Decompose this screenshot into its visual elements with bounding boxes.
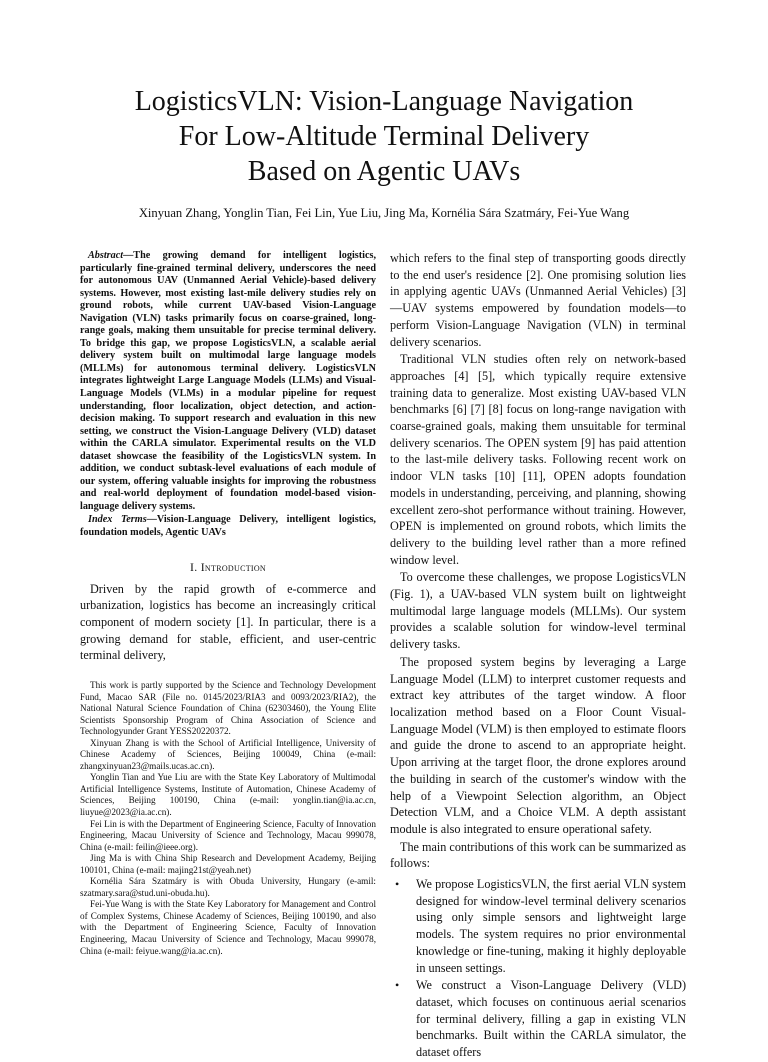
footnote-affiliation: Yonglin Tian and Yue Liu are with the State Key Laboratory of Multimodal Artificial Intelligence Systems, Institute of Automation, Chinese Academy of Sciences, Beijing 100190, China (e-mail: yonglin.tian@ia.ac.cn, liuyue@2023@ia.ac.cn). [80, 772, 376, 818]
index-terms [80, 514, 376, 539]
index-terms-label: Index Terms [88, 514, 147, 526]
bullet-icon: • [395, 877, 400, 892]
section-heading [80, 560, 376, 575]
body-paragraph: The main contributions of this work can be summarized as follows: [390, 839, 686, 871]
body-paragraph: To overcome these challenges, we propose LogisticsVLN (Fig. 1), a UAV-based VLN system built on lightweight multimodal large language models (MLLMs). Our system provides a scalable solution for window-level terminal delivery tasks. [390, 570, 686, 652]
list-item-text: We construct a Vison-Language Delivery (VLD) dataset, which focuses on continuous aerial scenarios for terminal delivery, filling a gap in existing VLN benchmarks. Built within the CARLA simulator, the dataset offers [416, 978, 686, 1060]
abstract-text: —The growing demand for intelligent logistics, particularly fine-grained terminal delivery, underscores the need for autonomous UAV (Unmanned Aerial Vehicle)-based delivery systems. However, most existing last-mile delivery studies rely on ground robots, while current UAV-based Vision-Language Navigation (VLN) tasks primarily focus on coarse-grained, long-range goals, making them unsuitable for precise terminal delivery. To bridge this gap, we propose LogisticsVLN, a scalable aerial delivery system built on multimodal large language models (MLLMs) for autonomous terminal delivery. LogisticsVLN integrates lightweight Large Language Models (LLMs) and Visual-Language Models (VLMs) in a modular pipeline for request understanding, floor localization, object detection, and action-decision making. To support research and evaluation in this new setting, we construct the Vision-Language Delivery (VLD) dataset within the CARLA simulator. Experimental results on the VLD dataset showcase the feasibility of the LogisticsVLN system. In addition, we conduct subtask-level evaluations of each module of our system, offering valuable insights for improving the robustness and real-world deployment of foundation model-based vision-language delivery systems. [80, 250, 376, 512]
section-numeral: I. [189, 559, 198, 574]
title-line: Based on Agentic UAVs [247, 156, 521, 187]
section-name: Introduction [200, 559, 267, 574]
footnote-affiliation: Xinyuan Zhang is with the School of Artificial Intelligence, University of Chinese Academy of Sciences, Beijing 100049, China (e-mail: zhangxinyuan23@mails.ucas.ac.cn). [80, 737, 376, 771]
abstract-label: Abstract [88, 250, 124, 261]
body-paragraph: The proposed system begins by leveraging a Large Language Model (LLM) to interpret customer requests and extract key attributes of the target window. A floor localization method based on a Floor Count Visual-Language Model (VLM) is then employed to estimate floors and guide the drone to ascend to an appropriate height. Upon arriving at the target floor, the drone explores around the building in search of the customer's window with the help of a Viewpoint Selection algorithm, an Object Detection VLM, and a Choice VLM. A depth assistant module is also integrated to ensure operational safety. [390, 654, 686, 836]
paper-title [60, 84, 708, 189]
contributions-list [390, 876, 686, 1061]
footnote-funding: This work is partly supported by the Science and Technology Development Fund, Macao SAR (File no. 0145/2023/RIA3 and 0093/2023/RIA2), the National Natural Science Foundation of China (62303460), the Young Elite Scientists Sponsorship Program of China Association of Science and Technologyunder Grant YESS20220372. [80, 680, 376, 737]
list-item-text: We propose LogisticsVLN, the first aerial VLN system designed for window-level terminal delivery scenarios using only simple sensors and lightweight large models. The system requires no prior environmental knowledge or fine-tuning, making it highly deployable in unseen settings. [416, 877, 686, 975]
author-list: Xinyuan Zhang, Yonglin Tian, Fei Lin, Yue Liu, Jing Ma, Kornélia Sára Szatmáry, Fei-Yue Wang [138, 206, 630, 220]
list-item [390, 876, 686, 976]
footnote-affiliation: Jing Ma is with China Ship Research and Development Academy, Beijing 100101, China (e-mail: majing21st@yeah.net) [80, 853, 376, 875]
footnote-affiliation: Fei Lin is with the Department of Engineering Science, Faculty of Innovation Engineering, Macau University of Science and Technology, Macau 999078, China (e-mail: feilin@ieee.org). [80, 818, 376, 852]
bullet-icon: • [395, 978, 400, 993]
footnote-affiliation: Kornélia Sára Szatmáry is with Obuda University, Hungary (e-amil: szatmary.sara@stud.uni-obuda.hu). [80, 876, 376, 898]
intro-paragraph: Driven by the rapid growth of e-commerce and urbanization, logistics has become an increasingly critical component of modern society [1]. In particular, there is a growing demand for stable, efficient, and user-centric terminal delivery, [80, 581, 376, 663]
footnote-affiliation: Fei-Yue Wang is with the State Key Laboratory for Management and Control of Complex Systems, Chinese Academy of Sciences, Beijing 100190, and also with the Department of Engineering Science, Faculty of Innovation Engineering, Macau University of Science and Technology, Macau 999078, China (e-mail: feiyue.wang@ia.ac.cn). [80, 899, 376, 956]
abstract [80, 250, 376, 513]
body-paragraph: Traditional VLN studies often rely on network-based approaches [4] [5], which typically require extensive training data to generalize. Most existing UAV-based VLN benchmarks [6] [7] [8] focus on long-range navigation with coarse-grained goals, making them unsuitable for terminal delivery scenarios. The OPEN system [9] has paid attention to the last-mile delivery tasks. Following recent work on indoor VLN tasks [10] [11], OPEN adopts foundation models in understanding, perceiving, and planning, showing excellent zero-shot performance without training. However, OPEN is implemented on ground robots, which limits the delivery to the building level rather than a more refined window level. [390, 352, 686, 567]
footnotes [80, 680, 376, 957]
body-paragraph: which refers to the final step of transporting goods directly to the end user's residence [2]. One promising solution lies in applying agentic UAVs (Unmanned Aerial Vehicles) [3]—UAV systems empowered by foundation models—to perform Vision-Language Navigation (VLN) in terminal delivery scenarios. [390, 251, 686, 349]
index-terms-text: —Vision-Language Delivery, intelligent logistics, foundation models, Agentic UAVs [80, 514, 376, 539]
title-line: LogisticsVLN: Vision-Language Navigation [134, 86, 634, 117]
title-line: For Low-Altitude Terminal Delivery [178, 121, 590, 152]
left-column [80, 250, 376, 664]
list-item [390, 977, 686, 1061]
right-column [390, 250, 686, 1062]
